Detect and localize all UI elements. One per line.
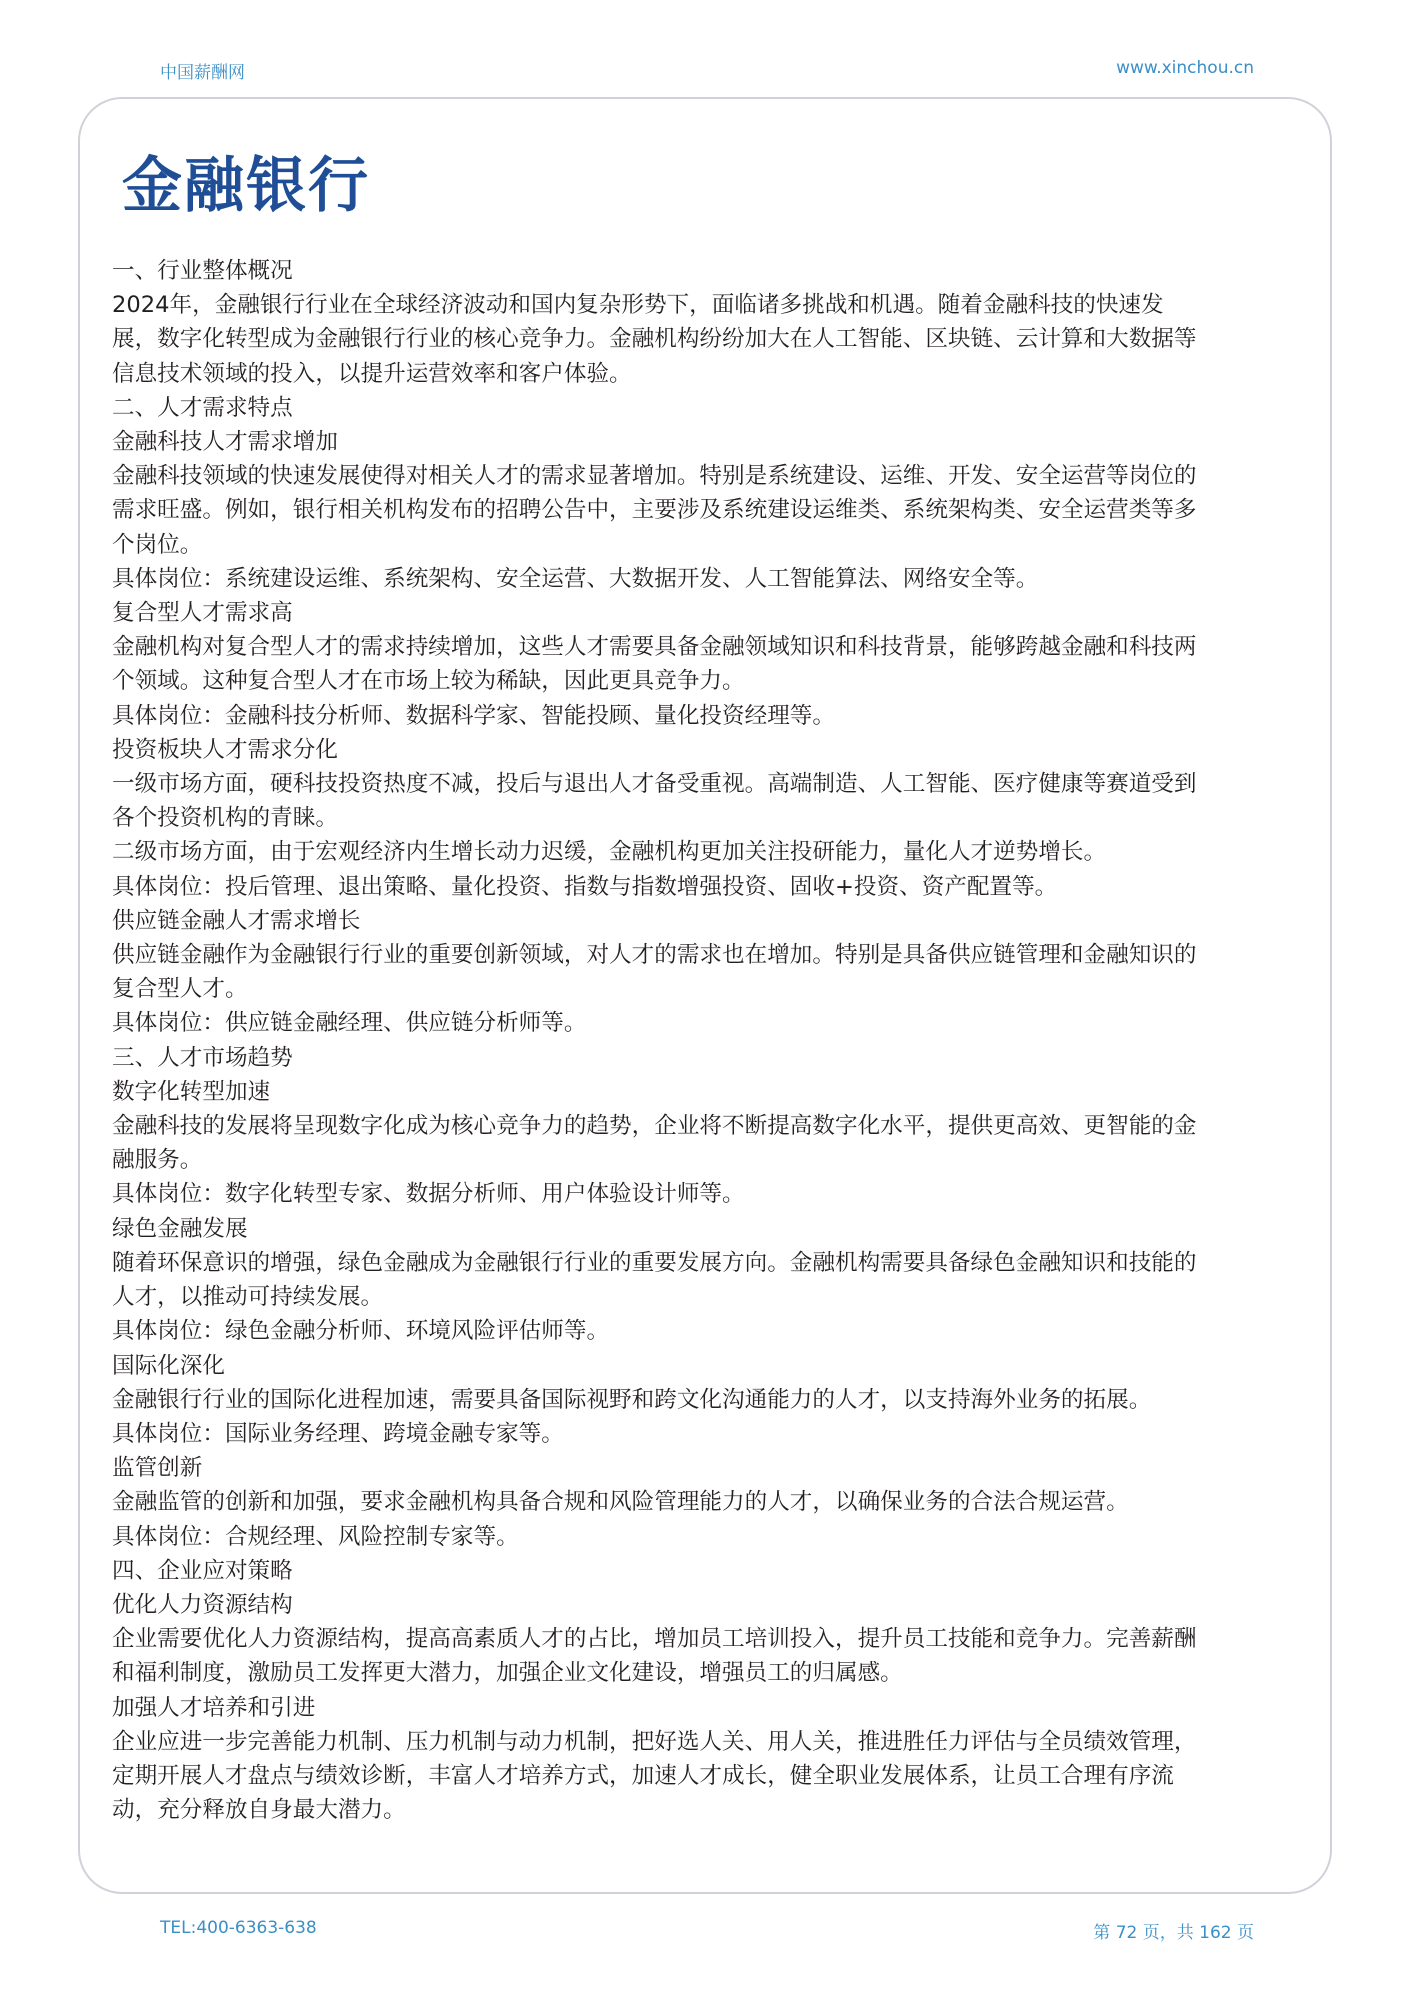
text-line: 随着环保意识的增强，绿色金融成为金融银行行业的重要发展方向。金融机构需要具备绿色金融知识和技能的 xyxy=(112,1249,1197,1276)
text-line: 定期开展人才盘点与绩效诊断，丰富人才培养方式，加速人才成长，健全职业发展体系，让员工合理有序流 xyxy=(112,1762,1174,1789)
text-line: 二级市场方面，由于宏观经济内生增长动力迟缓，金融机构更加关注投研能力，量化人才逆势增长。 xyxy=(112,839,1107,866)
text-line: 金融银行行业的国际化进程加速，需要具备国际视野和跨文化沟通能力的人才，以支持海外业务的拓展。 xyxy=(112,1386,1152,1413)
text-line: 个领域。这种复合型人才在市场上较为稀缺，因此更具竞争力。 xyxy=(112,668,745,695)
text-line: 四、企业应对策略 xyxy=(112,1557,293,1584)
text-line: 企业应进一步完善能力机制、压力机制与动力机制，把好选人关、用人关，推进胜任力评估与全员绩效管理， xyxy=(112,1728,1197,1755)
header-site-url[interactable]: www.xinchou.cn xyxy=(1116,58,1254,78)
text-line: 具体岗位：系统建设运维、系统架构、安全运营、大数据开发、人工智能算法、网络安全等。 xyxy=(112,565,1039,592)
text-line: 需求旺盛。例如，银行相关机构发布的招聘公告中，主要涉及系统建设运维类、系统架构类、安全运营类等多 xyxy=(112,497,1197,524)
text-line: 绿色金融发展 xyxy=(112,1215,248,1242)
text-line: 2024年，金融银行行业在全球经济波动和国内复杂形势下，面临诸多挑战和机遇。随着金融科技的快速发 xyxy=(112,292,1164,319)
text-line: 国际化深化 xyxy=(112,1352,225,1379)
text-line: 具体岗位：国际业务经理、跨境金融专家等。 xyxy=(112,1420,564,1447)
text-line: 展，数字化转型成为金融银行行业的核心竞争力。金融机构纷纷加大在人工智能、区块链、云计算和大数据等 xyxy=(112,326,1197,353)
text-line: 供应链金融作为金融银行行业的重要创新领域，对人才的需求也在增加。特别是具备供应链管理和金融知识的 xyxy=(112,942,1197,969)
text-line: 具体岗位：金融科技分析师、数据科学家、智能投顾、量化投资经理等。 xyxy=(112,702,835,729)
text-line: 供应链金融人才需求增长 xyxy=(112,907,361,934)
text-line: 加强人才培养和引进 xyxy=(112,1694,316,1721)
text-line: 金融科技领域的快速发展使得对相关人才的需求显著增加。特别是系统建设、运维、开发、安全运营等岗位的 xyxy=(112,463,1197,490)
text-line: 二、人才需求特点 xyxy=(112,394,293,421)
text-line: 一级市场方面，硬科技投资热度不减，投后与退出人才备受重视。高端制造、人工智能、医疗健康等赛道受到 xyxy=(112,771,1197,798)
text-line: 复合型人才需求高 xyxy=(112,600,293,627)
text-line: 监管创新 xyxy=(112,1455,203,1482)
text-line: 信息技术领域的投入，以提升运营效率和客户体验。 xyxy=(112,360,632,387)
text-line: 具体岗位：绿色金融分析师、环境风险评估师等。 xyxy=(112,1318,610,1345)
text-line: 金融科技的发展将呈现数字化成为核心竞争力的趋势，企业将不断提高数字化水平，提供更高效、更智能的金 xyxy=(112,1113,1197,1140)
text-line: 动，充分释放自身最大潜力。 xyxy=(112,1797,406,1824)
text-line: 具体岗位：投后管理、退出策略、量化投资、指数与指数增强投资、固收+投资、资产配置等。 xyxy=(112,873,1058,900)
text-line: 人才，以推动可持续发展。 xyxy=(112,1284,384,1311)
page-title: 金融银行 xyxy=(122,151,370,221)
text-line: 金融监管的创新和加强，要求金融机构具备合规和风险管理能力的人才，以确保业务的合法合规运营。 xyxy=(112,1489,1129,1516)
text-line: 三、人才市场趋势 xyxy=(112,1044,293,1071)
text-line: 具体岗位：数字化转型专家、数据分析师、用户体验设计师等。 xyxy=(112,1181,745,1208)
footer-tel: TEL:400-6363-638 xyxy=(160,1918,317,1938)
text-line: 企业需要优化人力资源结构，提高高素质人才的占比，增加员工培训投入，提升员工技能和竞争力。完善薪酬 xyxy=(112,1626,1197,1653)
text-line: 数字化转型加速 xyxy=(112,1078,271,1105)
text-line: 各个投资机构的青睐。 xyxy=(112,805,338,832)
text-line: 具体岗位：合规经理、风险控制专家等。 xyxy=(112,1523,519,1550)
text-line: 金融科技人才需求增加 xyxy=(112,429,338,456)
text-line: 投资板块人才需求分化 xyxy=(112,736,338,763)
text-line: 个岗位。 xyxy=(112,531,203,558)
text-line: 具体岗位：供应链金融经理、供应链分析师等。 xyxy=(112,1010,587,1037)
text-line: 金融机构对复合型人才的需求持续增加，这些人才需要具备金融领域知识和科技背景，能够跨越金融和科技两 xyxy=(112,634,1197,661)
document-body xyxy=(112,254,1292,1827)
text-line: 一、行业整体概况 xyxy=(112,258,293,284)
text-line: 和福利制度，激励员工发挥更大潜力，加强企业文化建设，增强员工的归属感。 xyxy=(112,1660,903,1687)
header-site-name: 中国薪酬网 xyxy=(160,63,245,83)
text-line: 融服务。 xyxy=(112,1147,203,1174)
text-line: 优化人力资源结构 xyxy=(112,1591,293,1618)
text-line: 复合型人才。 xyxy=(112,976,248,1003)
footer-page-info: 第 72 页，共 162 页 xyxy=(1093,1923,1254,1943)
